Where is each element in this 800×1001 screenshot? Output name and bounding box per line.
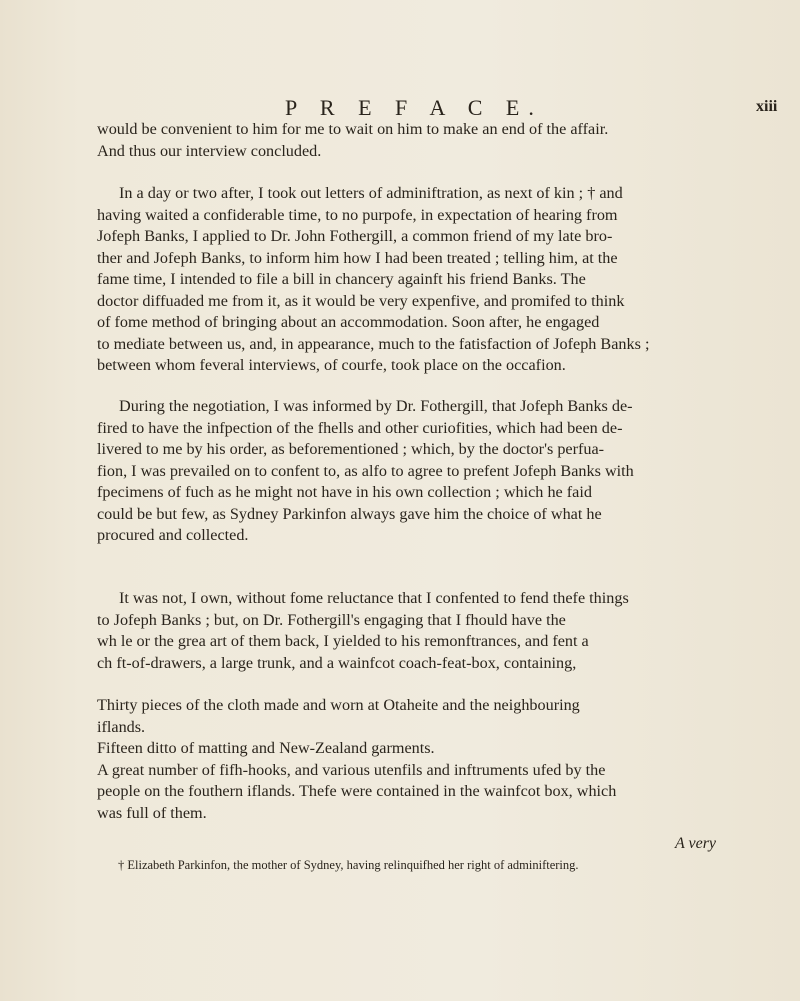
paragraph-3 [97,396,737,547]
text-line: would be convenient to him for me to wait on him to make an end of the affair. [97,120,609,138]
running-header: P R E F A C E. [285,95,543,120]
text-line: people on the fouthern iflands. Thefe were contained in the wainfcot box, which [97,782,617,800]
text-line: procured and collected. [97,526,249,544]
text-line: was full of them. [97,803,207,822]
text-line: In a day or two after, I took out letters of adminiftration, as next of kin ; † and [119,184,623,202]
footnote: † Elizabeth Parkinfon, the mother of Sydney, having relinquifhed her right of adminiftering. [118,858,579,872]
text-line: fired to have the infpection of the fhells and other curiofities, which had been de- [97,418,623,437]
text-line: between whom feveral interviews, of courfe, took place on the occafion. [97,356,566,374]
page-number: xiii [756,98,778,115]
text-line: Thirty pieces of the cloth made and worn at Otaheite and the neighbouring [97,696,580,714]
text-line: ch ft-of-drawers, a large trunk, and a wainfcot coach-feat-box, containing, [97,653,577,672]
text-line: fion, I was prevailed on to confent to, as alfo to agree to prefent Jofeph Banks with [97,461,634,480]
text-line: fame time, I intended to file a bill in chancery againft his friend Banks. The [97,270,586,288]
text-line: During the negotiation, I was informed by Dr. Fothergill, that Jofeph Banks de- [119,397,633,415]
paragraph-2 [97,183,737,377]
text-line: It was not, I own, without fome reluctance that I confented to fend thefe things [119,589,629,607]
text-line: Jofeph Banks, I applied to Dr. John Fothergill, a common friend of my late bro- [97,227,613,245]
catchword: A very [675,835,717,852]
text-line: having waited a confiderable time, to no purpofe, in expectation of hearing from [97,205,618,224]
text-line: of fome method of bringing about an accommodation. Soon after, he engaged [97,313,600,331]
text-line: wh le or the grea art of them back, I yielded to his remonftrances, and fent a [97,632,589,650]
text-line: could be but few, as Sydney Parkinfon always gave him the choice of what he [97,504,602,523]
text-line: doctor diffuaded me from it, as it would be very expenfive, and promifed to think [97,291,625,310]
text-line: A great number of fifh-hooks, and various utenfils and inftruments ufed by the [97,760,606,779]
text-line: And thus our interview concluded. [97,141,322,160]
text-line: iflands. [97,717,146,736]
paragraph-1 [97,119,737,162]
text-line: livered to me by his order, as beforementioned ; which, by the doctor's perfua- [97,440,605,458]
paragraph-5 [97,695,737,824]
text-line: Fifteen ditto of matting and New-Zealand garments. [97,739,435,757]
text-line: to Jofeph Banks ; but, on Dr. Fothergill's engaging that I fhould have the [97,610,566,629]
text-line: fpecimens of fuch as he might not have in his own collection ; which he faid [97,483,592,501]
text-line: to mediate between us, and, in appearance, much to the fatisfaction of Jofeph Banks ; [97,334,650,353]
paragraph-4 [97,588,737,674]
text-line: ther and Jofeph Banks, to inform him how I had been treated ; telling him, at the [97,248,618,267]
